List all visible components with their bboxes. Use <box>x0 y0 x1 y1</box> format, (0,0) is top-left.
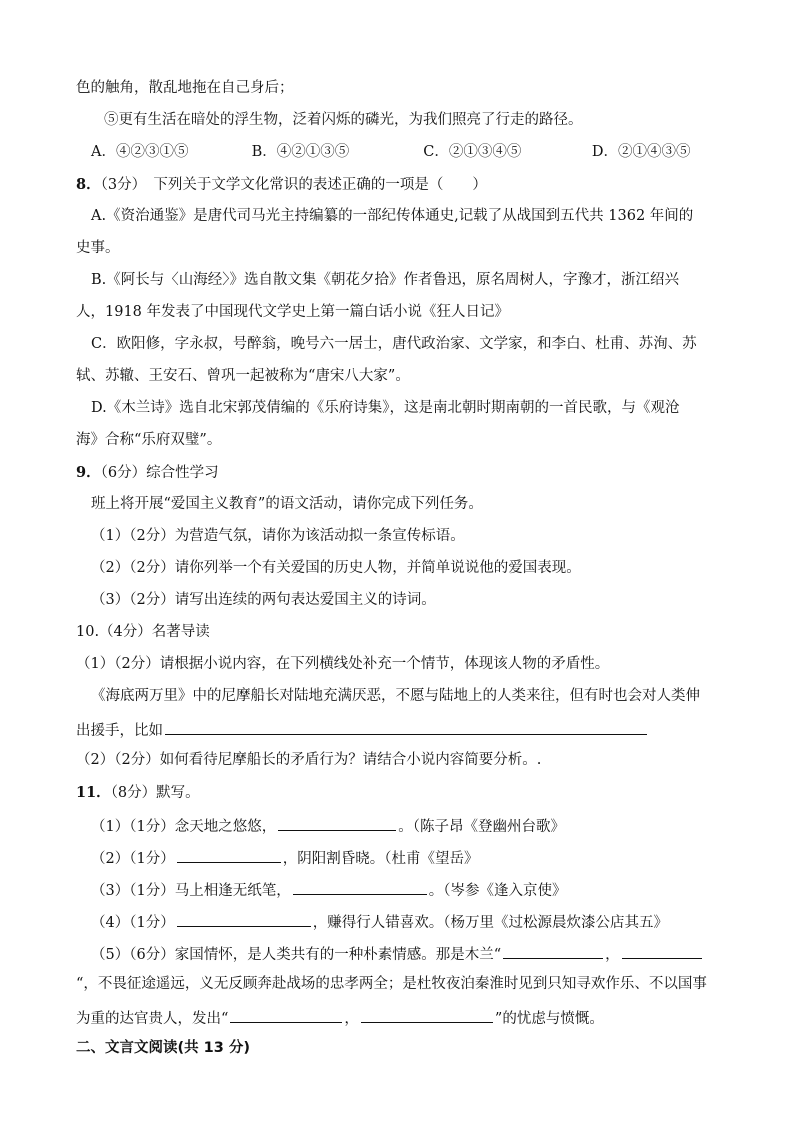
q11-item-2-pre: （2）（1分） <box>91 851 175 867</box>
q10-text-line2 <box>76 718 720 739</box>
q8-c-line2: 轼、苏辙、王安石、曾巩一起被称为“唐宋八大家”。 <box>76 368 410 384</box>
q11-item-3-post: 。（岑参《逢入京使》 <box>428 883 567 899</box>
q11-item-5-line3-pre: 为重的达官贵人，发出“ <box>76 1011 229 1027</box>
q11-item-5-line3-post: ”的忧虑与愤慨。 <box>494 1011 604 1027</box>
q10-answer-blank[interactable] <box>165 718 647 735</box>
q11-header <box>76 782 720 803</box>
q11-item-5-comma: ， <box>605 947 620 963</box>
q7-option-b: B．④②①③⑤ <box>251 144 350 160</box>
q11-item-4-post: ，赚得行人错喜欢。（杨万里《过松源晨炊漆公店其五》 <box>312 915 668 931</box>
q11-item-5-line3 <box>76 1006 720 1027</box>
q9-item-1: （1）（2分）为营造气氛，请你为该活动拟一条宣传标语。 <box>91 528 465 544</box>
q7-option-a: A．④②③①⑤ <box>91 144 189 160</box>
exam-page <box>76 78 720 1059</box>
q9-stem: （6分）综合性学习 <box>100 465 219 481</box>
q11-item-3-pre: （3）（1分）马上相逢无纸笔， <box>91 883 291 899</box>
q11-item-1-blank[interactable] <box>278 814 396 831</box>
q11-item-1 <box>76 814 720 835</box>
q11-item-5-blank-1[interactable] <box>503 942 603 959</box>
q11-item-5 <box>76 942 720 963</box>
q7-options <box>76 142 720 163</box>
q8-c-line1: C．欧阳修，字永叔，号醉翁，晚号六一居士，唐代政治家、文学家，和李白、杜甫、苏洵、苏 <box>91 336 697 352</box>
q8-stem: （3分） 下列关于文学文化常识的表述正确的一项是（ ） <box>100 177 487 193</box>
q11-item-5-pre: （5）（6分）家国情怀，是人类共有的一种朴素情感。那是木兰“ <box>91 947 502 963</box>
q11-item-2-blank[interactable] <box>177 846 281 863</box>
q7-line-b: ⑤更有生活在暗处的浮生物，泛着闪烁的磷光，为我们照亮了行走的路径。 <box>104 112 583 128</box>
q10-text-line1: 《海底两万里》中的尼摩船长对陆地充满厌恶，不愿与陆地上的人类来往，但有时也会对人类伸 <box>91 688 700 704</box>
q11-item-5-blank-3[interactable] <box>230 1006 342 1023</box>
q7-line-a: 色的触角，散乱地拖在自己身后； <box>76 80 294 96</box>
q8-a-line1: A.《资治通鉴》是唐代司马光主持编纂的一部纪传体通史,记载了从战国到五代共 1362 年间的 <box>91 208 694 224</box>
q11-item-4 <box>76 910 720 931</box>
q11-item-2-post: ，阴阳割昏晓。（杜甫《望岳》 <box>282 851 479 867</box>
q10-part2: （2）（2分）如何看待尼摩船长的矛盾行为？请结合小说内容简要分析。. <box>76 752 542 768</box>
q9-item-2: （2）（2分）请你列举一个有关爱国的历史人物，并简单说说他的爱国表现。 <box>91 560 581 576</box>
section-2-heading: 二、文言文阅读(共 13 分) <box>76 1040 251 1056</box>
q11-item-3-blank[interactable] <box>293 878 427 895</box>
q11-item-3 <box>76 878 720 899</box>
q11-item-4-pre: （4）（1分） <box>91 915 175 931</box>
q11-item-5-blank-4[interactable] <box>361 1006 493 1023</box>
q7-option-d: D．②①④③⑤ <box>591 144 691 160</box>
q10-header: 10.（4分）名著导读 <box>76 624 210 640</box>
q9-item-3: （3）（2分）请写出连续的两句表达爱国主义的诗词。 <box>91 592 436 608</box>
q8-d-line1: D.《木兰诗》选自北宋郭茂倩编的《乐府诗集》，这是南北朝时期南朝的一首民歌，与《观沧 <box>91 400 680 416</box>
q11-item-1-pre: （1）（1分）念天地之悠悠， <box>91 819 277 835</box>
q8-number: 8． <box>76 176 101 193</box>
q9-intro: 班上将开展“爱国主义教育”的语文活动，请你完成下列任务。 <box>91 496 483 512</box>
q11-item-2 <box>76 846 720 867</box>
q9-header <box>76 462 720 483</box>
q11-item-5-line3-comma: ， <box>344 1011 359 1027</box>
q7-option-c: C．②①③④⑤ <box>423 144 522 160</box>
q8-d-line2: 海》合称“乐府双璧”。 <box>76 432 222 448</box>
q11-number: 11． <box>76 784 111 801</box>
q8-a-line2: 史事。 <box>76 240 120 256</box>
q8-b-line1: B.《阿长与〈山海经〉》选自散文集《朝花夕拾》作者鲁迅，原名周树人，字豫才，浙江绍兴 <box>91 272 680 288</box>
q11-item-1-post: 。（陈子昂《登幽州台歌》 <box>398 819 565 835</box>
q11-item-4-blank[interactable] <box>177 910 311 927</box>
q11-item-5-blank-2[interactable] <box>622 942 702 959</box>
q8-b-line2: 人，1918 年发表了中国现代文学史上第一篇白话小说《狂人日记》 <box>76 304 510 320</box>
q8-header <box>76 174 720 195</box>
q10-text-line2-label: 出援手，比如 <box>76 723 163 739</box>
q11-item-5-line2: “，不畏征途遥远，义无反顾奔赴战场的忠孝两全；是杜牧夜泊秦淮时见到只知寻欢作乐、不以国事 <box>76 976 707 992</box>
q9-number: 9． <box>76 464 101 481</box>
q10-part1: （1）（2分）请根据小说内容，在下列横线处补充一个情节，体现该人物的矛盾性。 <box>76 656 610 672</box>
q11-stem: （8分）默写。 <box>110 785 200 801</box>
